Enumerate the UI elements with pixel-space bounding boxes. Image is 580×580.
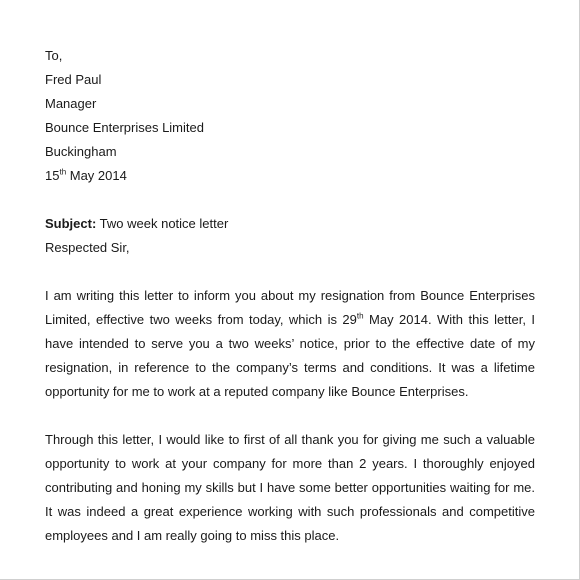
recipient-name: Fred Paul: [45, 72, 102, 87]
paragraph-1-suffix: th: [356, 311, 364, 321]
recipient-city: Buckingham: [45, 144, 117, 159]
spacer: [45, 260, 535, 284]
to-line: To,: [45, 48, 63, 63]
letter-date: [45, 164, 535, 188]
subject-line: [45, 212, 535, 236]
date-suffix: th: [59, 167, 67, 177]
letter-body: [45, 44, 535, 548]
subject-label: Subject:: [45, 216, 97, 231]
paragraph-1-part1: I am writing this letter to inform you about my resignation from Bounce Enterprises Limited, effective two weeks from today, which is 29: [45, 288, 535, 327]
greeting: Respected Sir,: [45, 240, 130, 255]
recipient-company: Bounce Enterprises Limited: [45, 120, 204, 135]
recipient-title: Manager: [45, 96, 97, 111]
spacer: [45, 404, 535, 428]
subject-text: Two week notice letter: [96, 216, 229, 231]
paragraph-2: Through this letter, I would like to first of all thank you for giving me such a valuable opportunity to work at your company for more than 2 years. I thoroughly enjoyed contributing and honing my skills but I have some better opportunities waiting for me. It was indeed a great experience working with such professionals and competitive employees and I am really going to miss this place.: [45, 432, 535, 543]
paragraph-1: [45, 284, 535, 404]
date-day: 15: [45, 168, 60, 183]
spacer: [45, 188, 535, 212]
paragraph-1-part2: May 2014. With this letter, I have intended to serve you a two weeks’ notice, prior to the effective date of my resignation, in reference to the company’s terms and conditions. It was a lifetime opportunity for me to work at a reputed company like Bounce Enterprises.: [45, 312, 535, 399]
date-rest: May 2014: [66, 168, 127, 183]
